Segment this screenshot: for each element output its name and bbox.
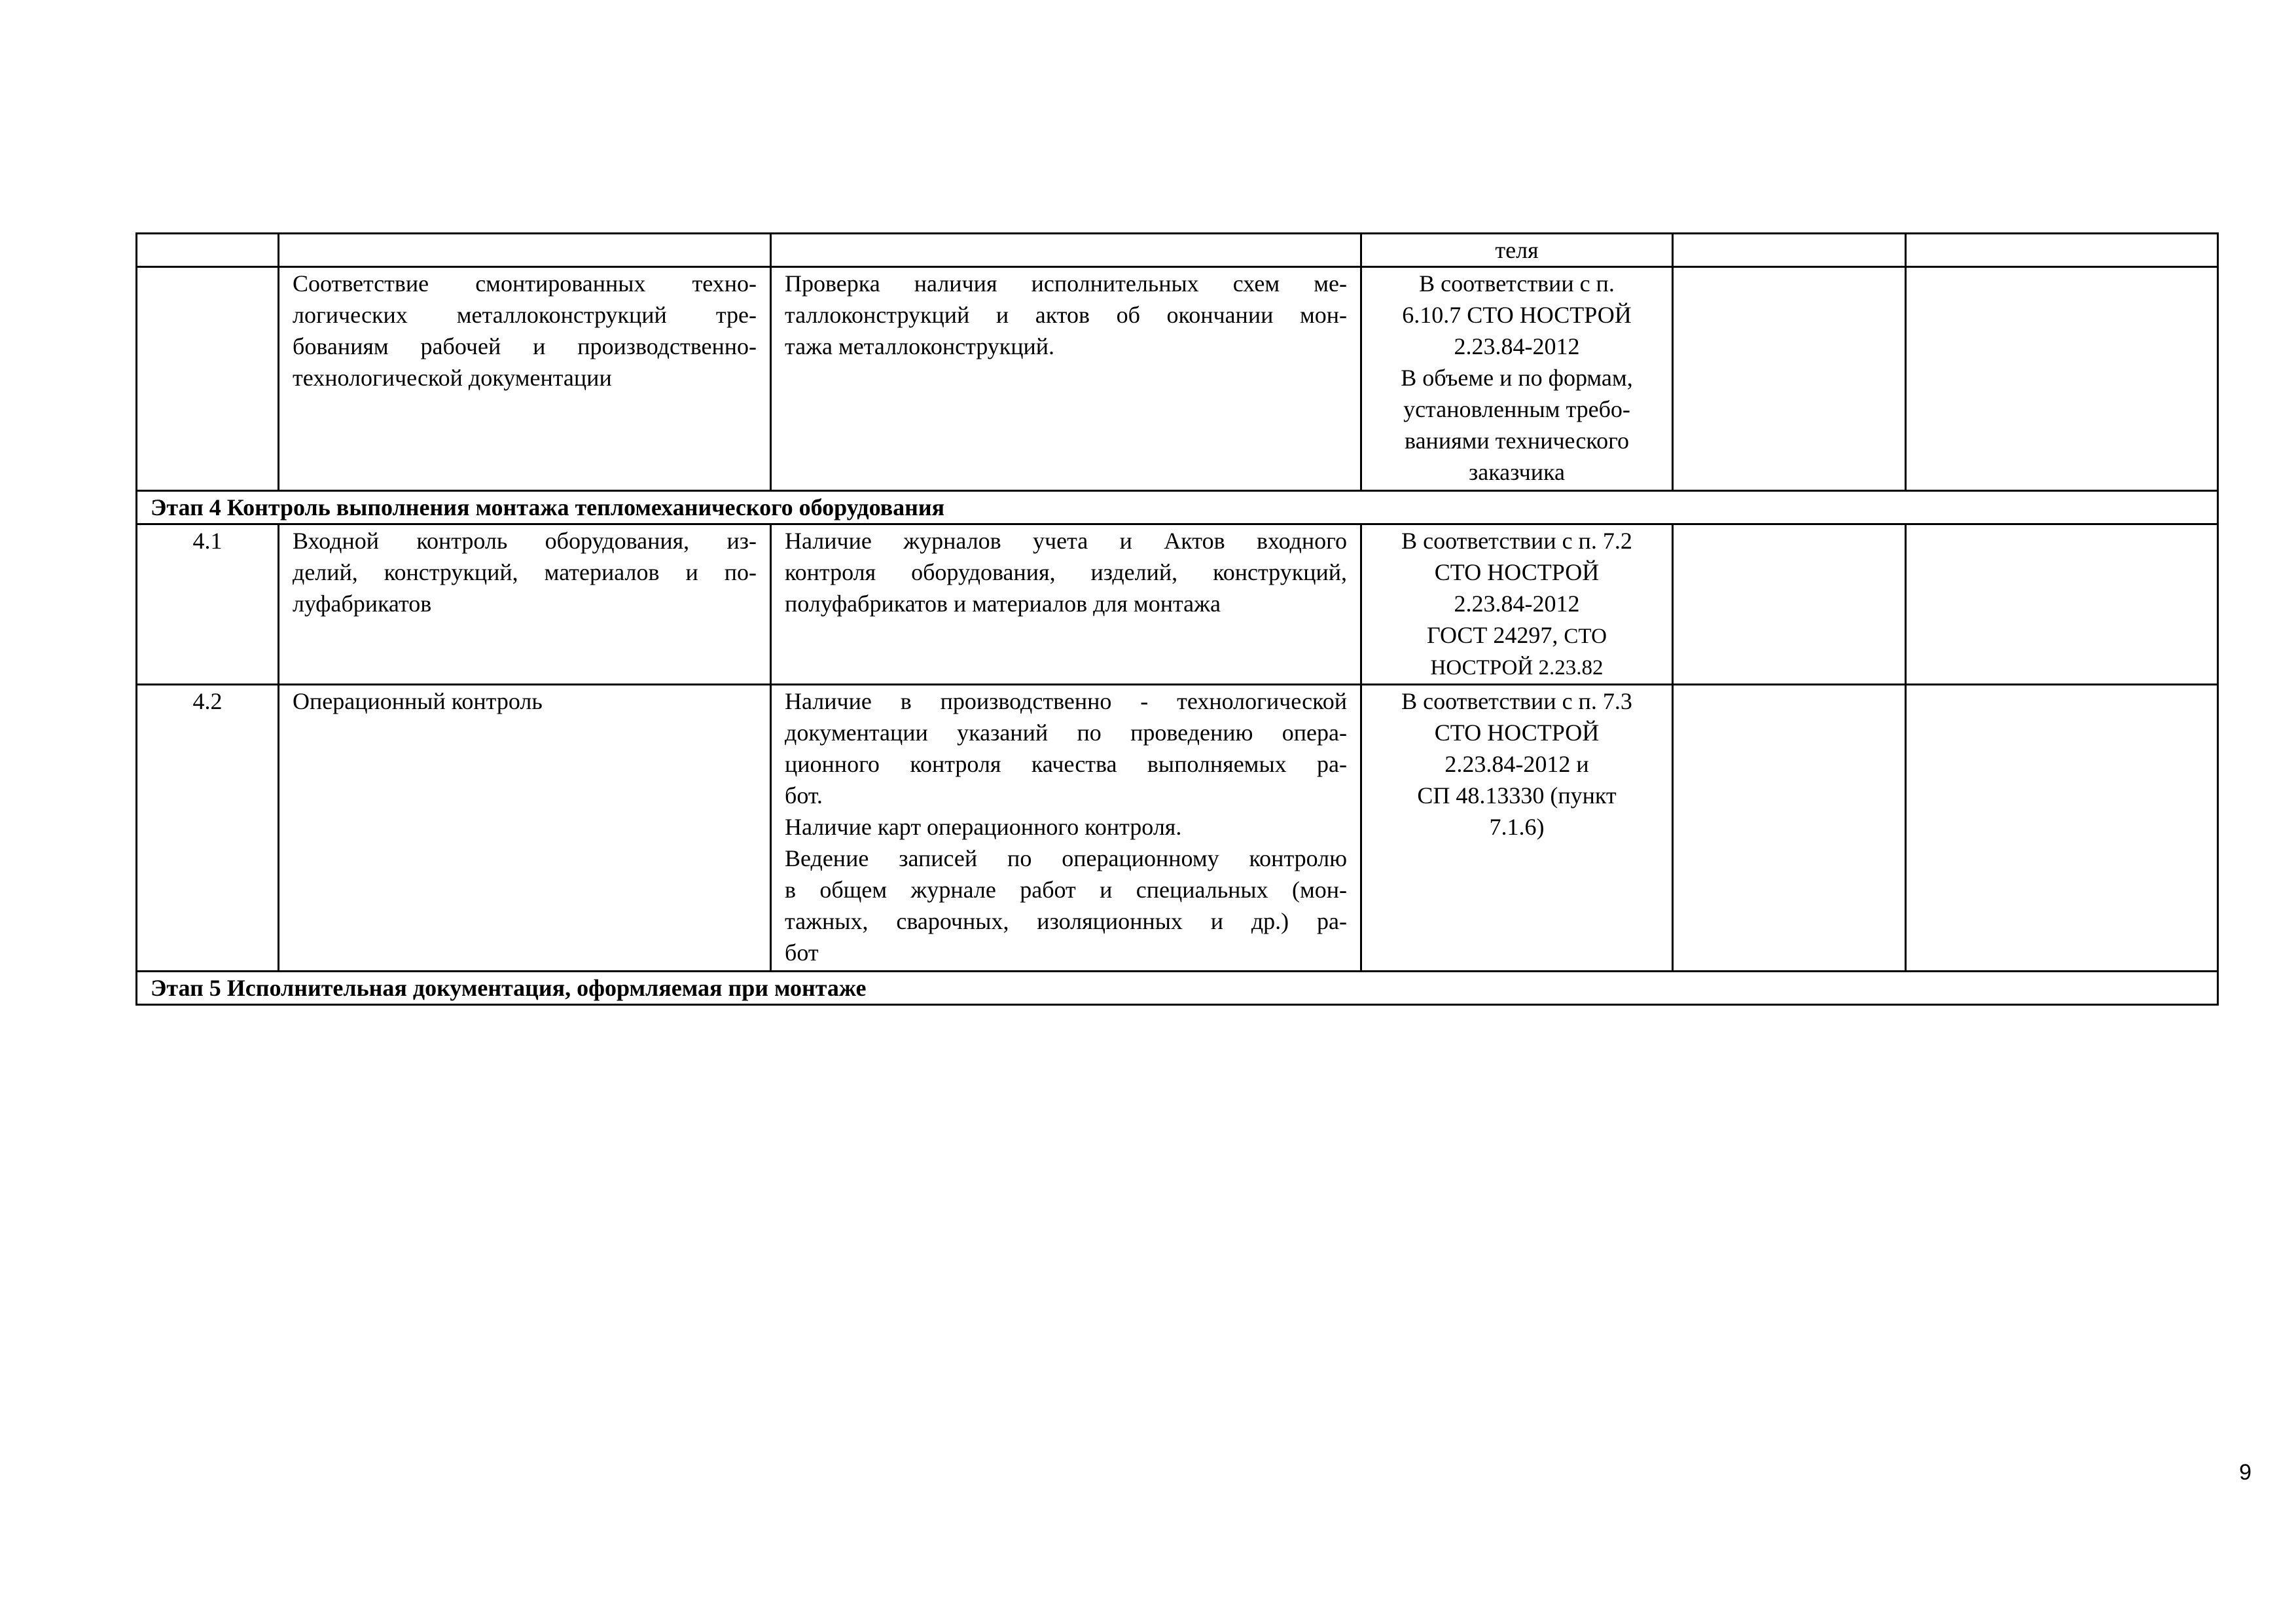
description-cell: Соответствие смонтированных техно- логических металлоконструкций тре- бованиям рабочей и производственно- технологической документации [279, 267, 771, 491]
check-cell: Проверка наличия исполнительных схем ме- таллоконструкций и актов об окончании мон- тажа металлоконструкций. [771, 267, 1361, 491]
description-cell: Операционный контроль [279, 685, 771, 972]
reference-cell: теля [1361, 234, 1673, 267]
number-cell: 4.1 [137, 524, 279, 685]
stage-heading: Этап 5 Исполнительная документация, оформляемая при монтаже [137, 972, 2218, 1005]
table-row-4-1 [137, 524, 2218, 685]
stage-heading: Этап 4 Контроль выполнения монтажа тепломеханического оборудования [137, 491, 2218, 524]
number-cell: 4.2 [137, 685, 279, 972]
reference-cell: В соответствии с п. 7.2 СТО НОСТРОЙ 2.23.84-2012 ГОСТ 24297, СТО НОСТРОЙ 2.23.82 [1361, 524, 1673, 685]
reference-cell: В соответствии с п. 7.3 СТО НОСТРОЙ 2.23.84-2012 и СП 48.13330 (пункт 7.1.6) [1361, 685, 1673, 972]
page-number: 9 [2239, 1460, 2251, 1485]
check-cell: Наличие в производственно - технологической документации указаний по проведению опера- ционного контроля качества выполняемых ра- бот. Наличие карт операционного контроля. Ведение записей по операционному контролю в общем журнале работ и специальных (мон- тажных, сварочных, изоляционных и др.) ра- бот [771, 685, 1361, 972]
stage-row-4 [137, 491, 2218, 524]
description-cell: Входной контроль оборудования, из- делий, конструкций, материалов и по- луфабрикатов [279, 524, 771, 685]
table-row-metal-structures [137, 267, 2218, 491]
reference-cell: В соответствии с п. 6.10.7 СТО НОСТРОЙ 2.23.84-2012 В объеме и по формам, установленным требо- ваниями технического заказчика [1361, 267, 1673, 491]
number-cell [137, 267, 279, 491]
table-row-4-2 [137, 685, 2218, 972]
control-table [135, 232, 2219, 1006]
stage-row-5 [137, 972, 2218, 1005]
table-row-continued [137, 234, 2218, 267]
check-cell: Наличие журналов учета и Актов входного контроля оборудования, изделий, конструкций, полуфабрикатов и материалов для монтажа [771, 524, 1361, 685]
